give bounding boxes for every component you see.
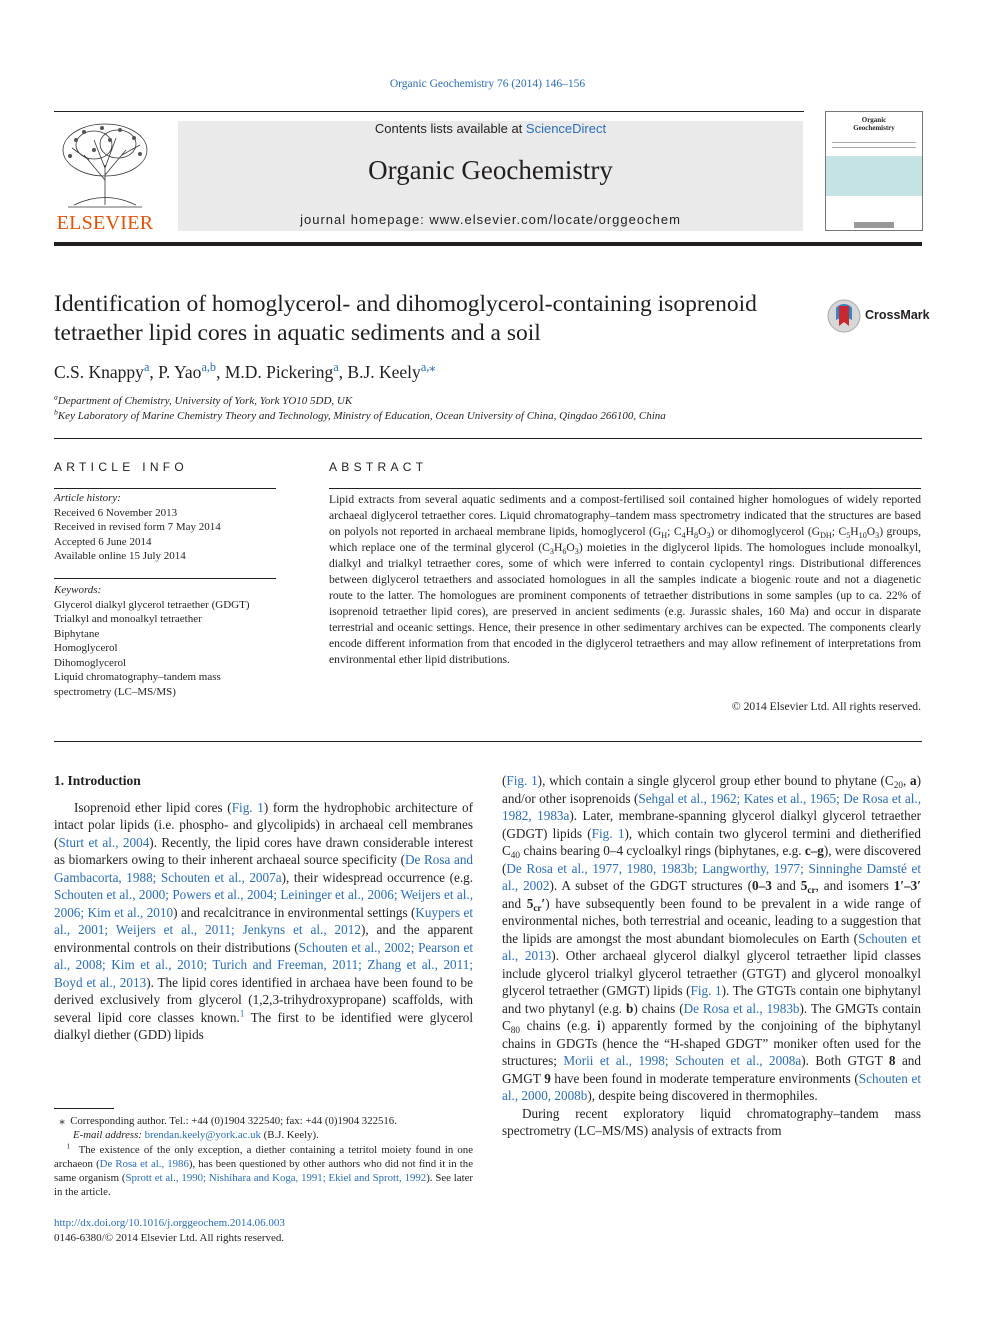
article-info-rule: [54, 488, 276, 489]
homepage-url[interactable]: www.elsevier.com/locate/orggeochem: [429, 212, 681, 227]
journal-homepage: [178, 212, 803, 227]
article-info-heading: ARTICLE INFO: [54, 460, 189, 474]
keyword: Liquid chromatography–tandem mass spectrometry (LC–MS/MS): [54, 671, 221, 698]
keywords-rule: [54, 578, 276, 579]
keywords-label: Keywords:: [54, 584, 102, 596]
doi-block: [54, 1216, 285, 1246]
crossmark-icon: [827, 298, 861, 334]
abstract-heading: ABSTRACT: [329, 460, 428, 474]
body-left-column: [54, 772, 473, 1044]
keyword: Biphytane: [54, 627, 100, 640]
affiliation: $^a$Department of Chemistry, University of York, York YO10 5DD, UK: [54, 392, 353, 407]
article-history: [54, 491, 276, 564]
journal-name: Organic Geochemistry: [368, 155, 613, 185]
cover-title-line1: Organic: [861, 116, 887, 124]
abstract-text: Lipid extracts from several aquatic sediments and a compost-fertilised soil contained higher homologues of widely reported archaeal diglycerol tetraether cores. Liquid chromatography–tandem mass spectrometry indicated that the structures are based on polyols not reported in archaeal membrane lipids, homoglycerol ($G_H$; $C_4H_8O_3$) or dihomoglycerol ($G_{DH}$; $C_5H_{10}O_3$) groups, which replace one of the terminal glycerol $(C_3H_6O_3)$ moieties in the diglycerol lipids. The homologues include monoalkyl, dialkyl and trialkyl tetraether cores, some of which were inferred to contain cyclopentyl rings. Distributional differences between diglycerol tetraethers and associated homologues in all the samples indicate a biogenic route and not a diagenetic route to the latter. The homologues are prominent components of tetraether distributions in some samples (up to ca. 22% of isoprenoid tetraether lipid cores), are preserved in ancient sediments (e.g. Jurassic shales, 160 Ma) and occur in disparate terrestrial and oceanic settings. Hence, their presence in other sedimentary archives can be expected. The components clearly encode different information from that encoded in the diglycerol tetraethers and may allow refinement of interpretations from environmental ether lipid distributions.: [329, 493, 922, 666]
body-paragraph: (Fig. 1), which contain a single glycerol group ether bound to phytane ($C_{20}$, a) and/or other isoprenoids (Sehgal et al., 1962; Kates et al., 1965; De Rosa et al., 1982, 1983a). Later, membrane-spanning glycerol dialkyl glycerol tetraether (GDGT) lipids (Fig. 1), which contain two glycerol termini and dietherified $C_{40}$ chains bearing 0–4 cycloalkyl rings (biphytanes, e.g. c–g), were discovered (De Rosa et al., 1977, 1980, 1983b; Langworthy, 1977; Sinninghe Damsté et al., 2002). A subset of the GDGT structures (0–3 and $5_{cr}$, and isomers 1′–3′ and $5_{cr}'$) have subsequently been found to be prevalent in a wide range of environmental niches, both terrestrial and oceanic, leading to a suggestion that the lipids are amongst the most abundant biomolecules on Earth (Schouten et al., 2013). Other archaeal glycerol dialkyl glycerol tetraether lipid classes include glycerol trialkyl glycerol tetraether (GTGT) and glycerol monoalkyl glycerol tetraether (GMGT) lipids (Fig. 1). The GTGTs contain one biphytanyl and two phytanyl (e.g. b) chains (De Rosa et al., 1983b). The GMGTs contain $C_{80}$ chains (e.g. i) apparently formed by the conjoining of the biphytanyl chains in GDGTs (hence the “H-shaped GDGT” moniker often used for the structures; Morii et al., 1998; Schouten et al., 2008a). Both GTGT 8 and GMGT 9 have been found in moderate temperature environments (Schouten et al., 2000, 2008b), despite being discovered in thermophiles.: [502, 773, 922, 1103]
history-item: Accepted 6 June 2014: [54, 535, 152, 548]
author-affil-sup[interactable]: a,b: [201, 360, 217, 375]
keyword: Trialkyl and monoalkyl tetraether: [54, 613, 202, 625]
body-paragraph: Isoprenoid ether lipid cores (Fig. 1) form the hydrophobic architecture of intact polar lipids (i.e. phospho- and glycolipids) in archaeal cell membranes (Sturt et al., 2004). Recently, the lipid cores have drawn considerable interest as biomarkers owing to their inherent archaeal source specificity (De Rosa and Gambacorta, 1988; Schouten et al., 2007a), their widespread occurrence (e.g. Schouten et al., 2000; Powers et al., 2004; Leininger et al., 2006; Weijers et al., 2006; Kim et al., 2010) and recalcitrance in environmental settings (Kuypers et al., 2001; Weijers et al., 2011; Jenkyns et al., 2012), and the apparent environmental controls on their distributions (Schouten et al., 2002; Pearson et al., 2008; Kim et al., 2010; Turich and Freeman, 2011; Zhang et al., 2011; Boyd et al., 2013). The lipid cores identified in archaea have been found to be derived exclusively from glycerol (1,2,3-trihydroxypropane) scaffolds, with several lipid core classes known.$^1$ The first to be identified were glycerol dialkyl diether (GDD) lipids: [54, 799, 474, 1042]
history-item: Available online 15 July 2014: [54, 550, 186, 562]
abstract-rule: [329, 488, 921, 489]
keyword: Dihomoglycerol: [54, 656, 127, 669]
abstract-copyright: © 2014 Elsevier Ltd. All rights reserved.: [731, 700, 921, 713]
abstract-bottom-rule: [54, 741, 922, 742]
body-right-column: [502, 772, 921, 1140]
issn-line: 0146-6380/© 2014 Elsevier Ltd. All rights reserved.: [54, 1232, 285, 1244]
elsevier-wordmark: ELSEVIER: [56, 212, 154, 234]
journal-cover-thumbnail: [825, 111, 923, 231]
article-title: Identification of homoglycerol- and dihomoglycerol-containing isoprenoid tetraether lipid cores in aquatic sediments and a soil: [54, 291, 757, 346]
doi-link[interactable]: http://dx.doi.org/10.1016/j.orggeochem.2014.06.003: [54, 1217, 285, 1229]
footnotes: [54, 1114, 473, 1200]
history-item: Received 6 November 2013: [54, 506, 178, 519]
footnote-rule: [54, 1108, 114, 1109]
sciencedirect-link[interactable]: ScienceDirect: [525, 121, 607, 136]
header-thick-rule: [54, 242, 922, 246]
keyword: Glycerol dialkyl glycerol tetraether (GDGT): [54, 598, 250, 611]
contents-prefix: Contents lists available at: [374, 121, 526, 136]
journal-citation[interactable]: Organic Geochemistry 76 (2014) 146–156: [389, 78, 586, 90]
author-affil-sup[interactable]: a: [143, 360, 150, 375]
homepage-prefix: journal homepage:: [300, 212, 430, 227]
author-name[interactable]: C.S. Knappy: [54, 362, 144, 382]
author-affil-sup[interactable]: a: [333, 360, 339, 375]
history-item: Received in revised form 7 May 2014: [54, 521, 221, 533]
author-name[interactable]: M.D. Pickering: [224, 362, 334, 382]
author-name[interactable]: P. Yao: [158, 362, 202, 382]
cover-title-line2: Geochemistry: [853, 124, 895, 132]
keyword: Homoglycerol: [54, 642, 118, 654]
header-rule: [54, 111, 804, 112]
author-affil-sup[interactable]: a,⁎: [420, 360, 436, 375]
affiliation-rule: [54, 438, 922, 439]
email-link[interactable]: brendan.keely@york.ac.uk: [144, 1129, 261, 1142]
corresponding-author-note: ⁎ Corresponding author. Tel.: +44 (0)1904 322540; fax: +44 (0)1904 322516.: [54, 1115, 397, 1127]
crossmark-label: CrossMark: [865, 308, 930, 322]
affiliation: $^b$Key Laboratory of Marine Chemistry Theory and Technology, Ministry of Education, Ocean University of China, Qingdao 266100, China: [54, 407, 666, 422]
history-label: Article history:: [54, 492, 121, 504]
email-note: E-mail address: brendan.keely@york.ac.uk (B.J. Keely).: [73, 1129, 319, 1142]
author-name[interactable]: B.J. Keely: [347, 362, 421, 382]
affiliations: [54, 394, 666, 424]
section-heading: 1. Introduction: [54, 773, 141, 788]
body-paragraph: During recent exploratory liquid chromatography–tandem mass spectrometry (LC–MS/MS) analysis of extracts from: [502, 1105, 921, 1138]
keywords: [54, 583, 276, 699]
footnote-1: $^1$ The existence of the only exception, a diether containing a tetritol moiety found in one archaeon (De Rosa et al., 1986), has been questioned by other authors who did not find it in the same organism (Sprott et al., 1990; Nishihara and Koga, 1991; Ekiel and Sprott, 1992). See later in the article.: [54, 1141, 473, 1199]
crossmark-badge[interactable]: [827, 298, 930, 334]
contents-line: [178, 121, 803, 136]
author-list: C.S. Knappy$^a$, P. Yao$^{a,b}$, M.D. Pickering$^a$, B.J. Keely$^{a,⁎}$: [54, 360, 436, 382]
